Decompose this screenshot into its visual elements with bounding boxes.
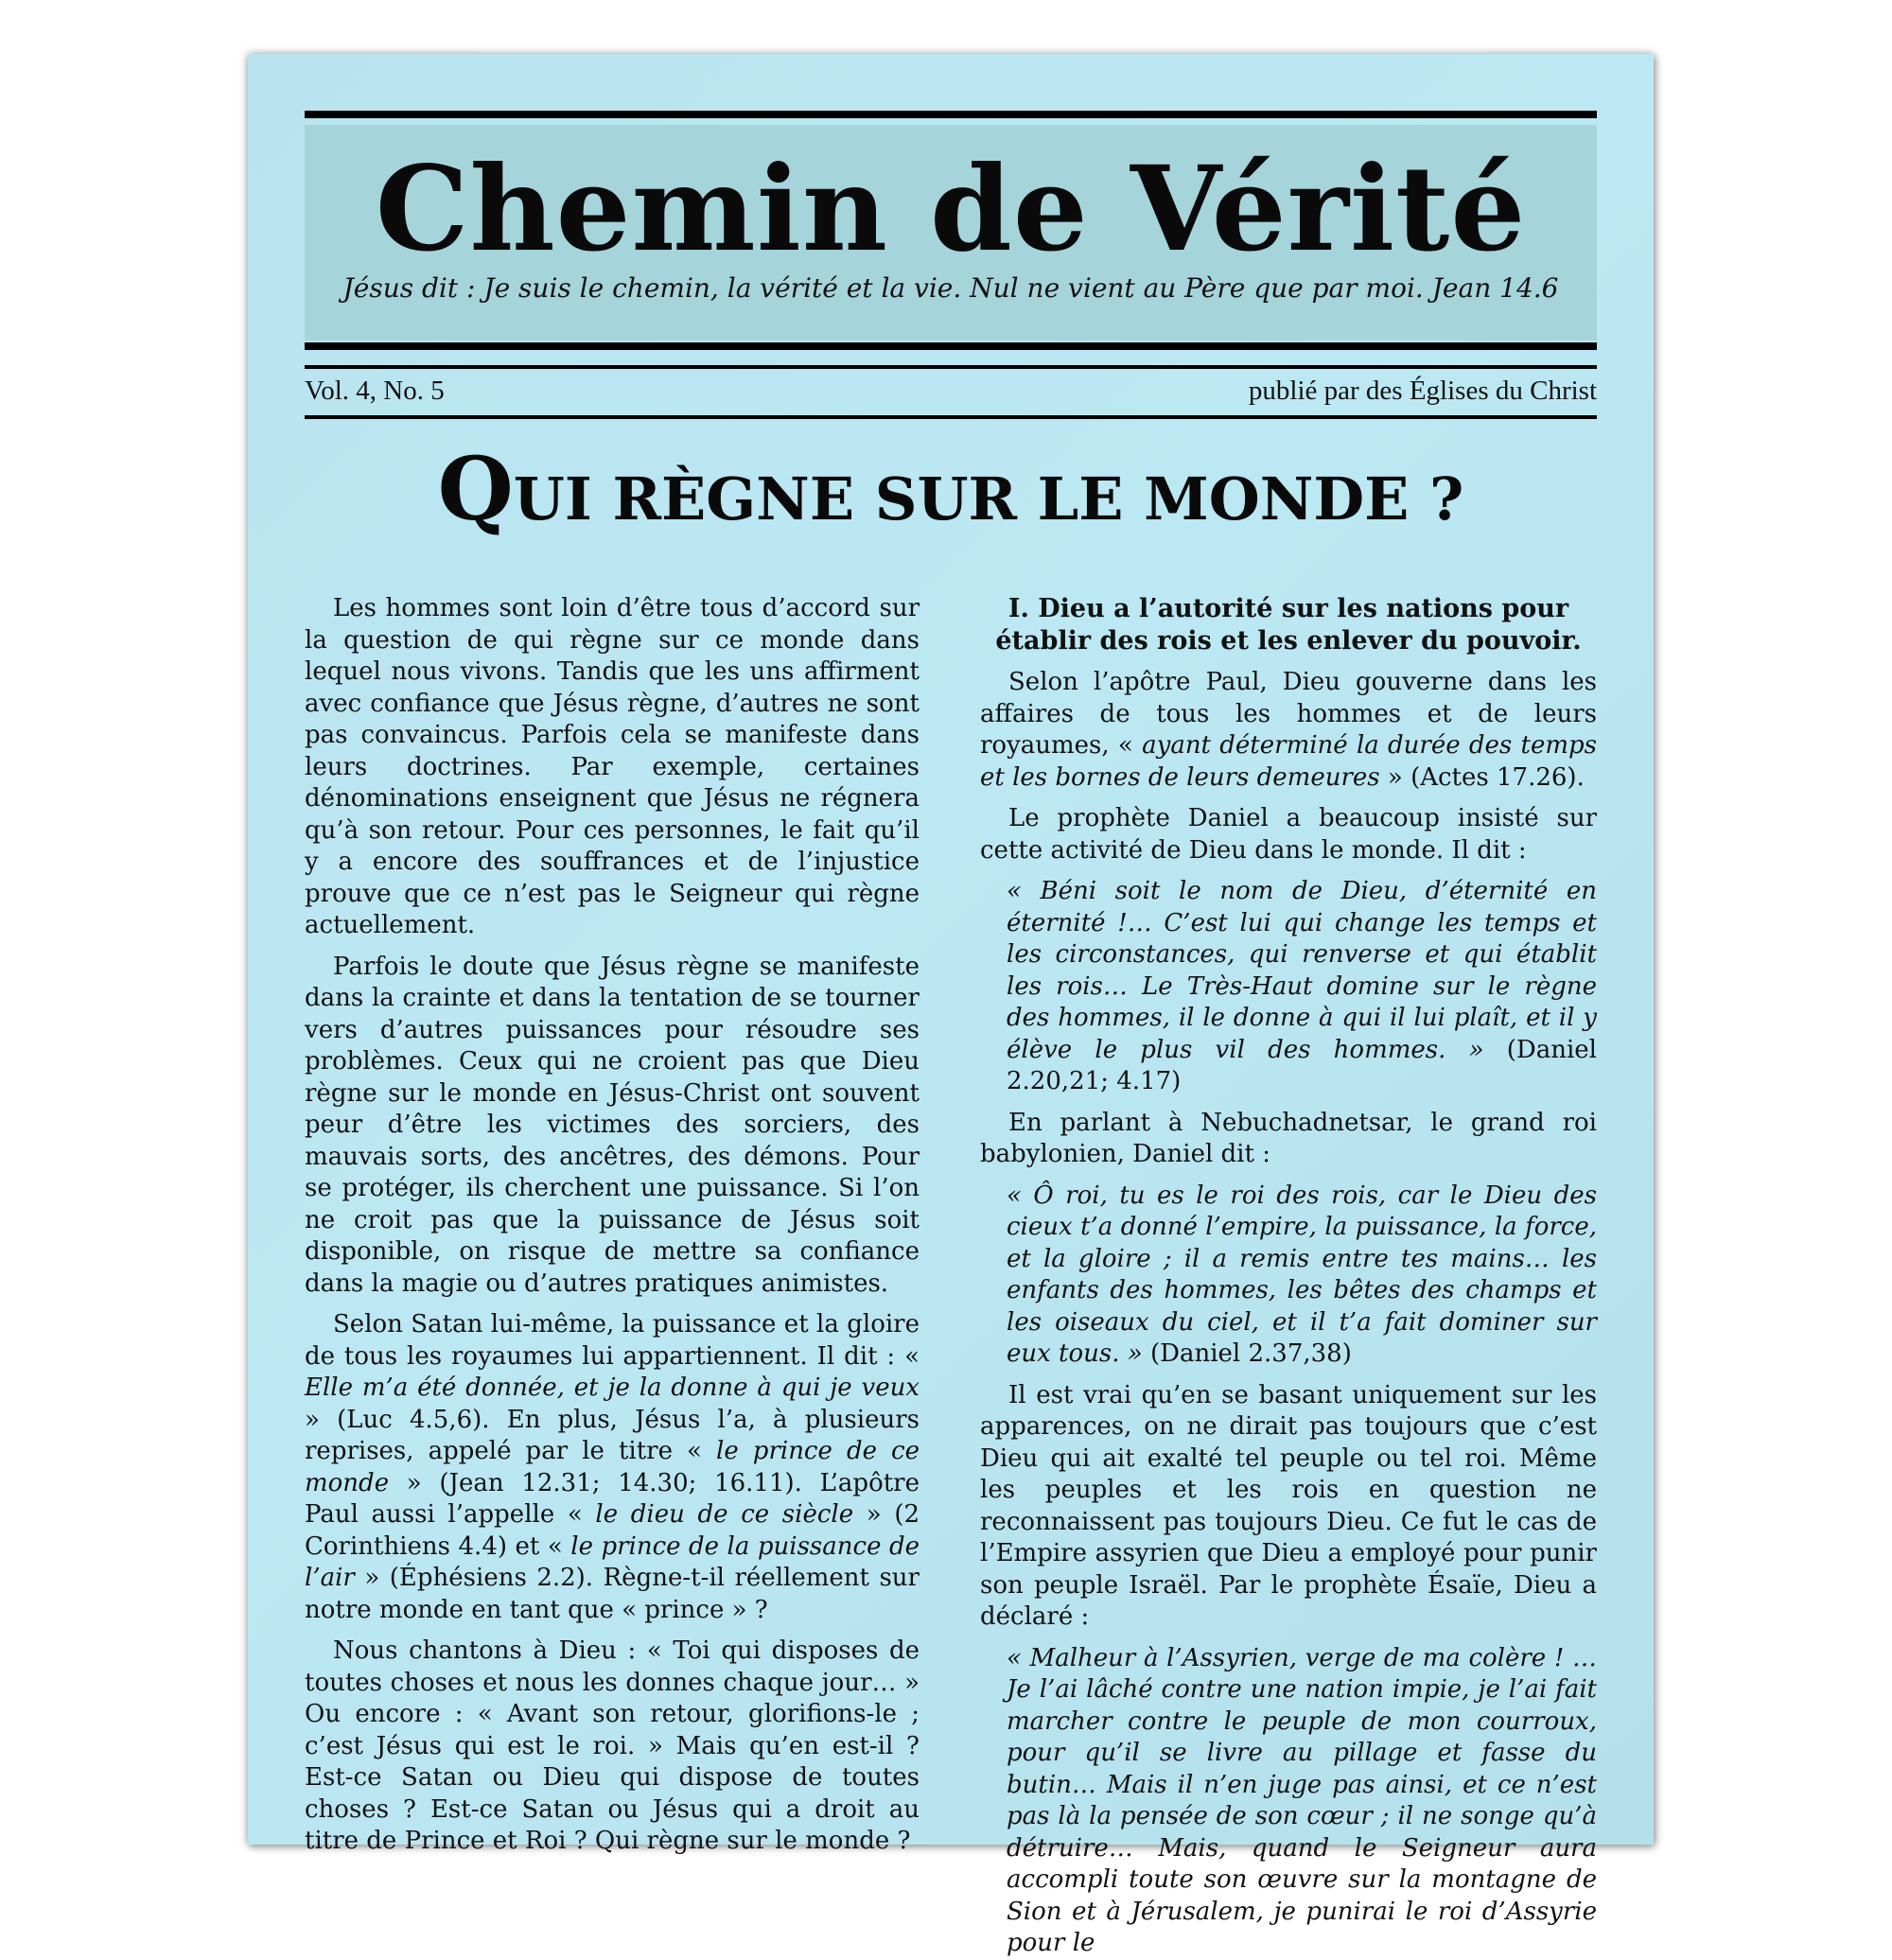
right-paragraph-3: En parlant à Nebuchadnetsar, le grand roi babylonien, Daniel dit :	[980, 1108, 1597, 1168]
section-title: I. Dieu a l’autorité sur les nations pour établir des rois et les enlever du pouvoir.	[995, 594, 1582, 656]
masthead-title: Chemin de Vérité	[375, 141, 1527, 278]
right-paragraph-2: Le prophète Daniel a beaucoup insisté sur cette activité de Dieu dans le monde. Il dit :	[980, 804, 1597, 865]
block-quote-daniel-1	[1007, 876, 1597, 1098]
text-run: Selon l’apôtre Paul, Dieu gouverne dans les affaires de tous les hommes et de leurs royaumes, «	[980, 668, 1597, 760]
text-run: » (Jean 12.31; 14.30; 16.11). L’apôtre Paul aussi l’appelle «	[305, 1468, 920, 1529]
left-paragraph-2: Parfois le doute que Jésus règne se manifeste dans la crainte et dans la tentation de se tourner vers d’autres puissances pour résoudre ses problèmes. Ceux qui ne croient pas que Dieu règne sur le monde en Jésus-Christ ont souvent peur d’être les victimes des sorciers, des mauvais sorts, des ancêtres, des démons. Pour se protéger, ils cherchent une puissance. Si l’on ne croit pas que la puissance de Jésus soit disponible, on risque de mettre sa confiance dans la magie ou d’autres pratiques animistes.	[305, 952, 920, 1298]
quote-text: « Béni soit le nom de Dieu, d’éternité en éternité !… C’est lui qui change les temps et les circonstances, qui renverse et qui établit les rois… Le Très-Haut domine sur le règne des hommes, il le donne à qui il lui plaît, et il y élève le plus vil des hommes. »	[1007, 877, 1597, 1064]
left-paragraph-1: Les hommes sont loin d’être tous d’accord sur la question de qui règne sur ce monde dans lequel nous vivons. Tandis que les uns affirment avec confiance que Jésus règne, d’autres ne sont pas convaincus. Parfois cela se manifeste dans leurs doctrines. Par exemple, certaines dénominations enseignent que Jésus ne régnera qu’à son retour. Pour ces personnes, le fait qu’il y a encore des souffrances et de l’injustice prouve que ce n’est pas le Seigneur qui règne actuellement.	[305, 594, 920, 939]
left-column	[305, 593, 920, 1855]
text-run: Selon Satan lui-même, la puissance et la gloire de tous les royaumes lui appartiennent. Il dit : «	[305, 1310, 920, 1371]
masthead-verse: Jésus dit : Je suis le chemin, la vérité et la vie. Nul ne vient au Père que par moi. Jean 14.6	[342, 272, 1559, 304]
right-column	[980, 593, 1598, 1957]
left-paragraph-4: Nous chantons à Dieu : « Toi qui disposes de toutes choses et nous les donnes chaque jour… » Ou encore : « Avant son retour, glorifions-le ; c’est Jésus qui est le roi. » Mais qu’en est-il ? Est-ce Satan ou Dieu qui dispose de toutes choses ? Est-ce Satan ou Jésus qui a droit au titre de Prince et Roi ? Qui règne sur le monde ?	[305, 1636, 920, 1855]
quote-text: « Ô roi, tu es le roi des rois, car le Dieu des cieux t’a donné l’empire, la puissance, la force, et la gloire ; il a remis entre tes mains… les enfants des hommes, les bêtes des champs et les oiseaux du ciel, et il t’a fait dominer sur eux tous. »	[1007, 1181, 1597, 1368]
scripture-quote: le dieu de ce siècle	[595, 1500, 854, 1529]
text-run: » (2 Corinthiens 4.4) et «	[305, 1500, 920, 1561]
headline-rest: UI RÈGNE SUR LE MONDE ?	[513, 464, 1464, 534]
quote-reference: (Daniel 2.37,38)	[1142, 1339, 1352, 1368]
newsletter-page	[248, 54, 1654, 1957]
headline-initial: Q	[437, 438, 514, 540]
issue-info-row	[305, 372, 1597, 410]
scripture-quote: le prince de la puissance de l’air	[305, 1531, 920, 1592]
text-run: » (Luc 4.5,6). En plus, Jésus l’a, à plusieurs reprises, appelé par le titre «	[305, 1405, 920, 1465]
scripture-quote: Elle m’a été donnée, et je la donne à qui je veux	[305, 1374, 920, 1402]
block-quote-daniel-2	[1007, 1181, 1597, 1371]
masthead-bottom-rule	[305, 342, 1597, 350]
left-paragraph-3	[305, 1309, 920, 1626]
text-run: » (Actes 17.26).	[1379, 762, 1585, 792]
right-paragraph-1	[980, 667, 1597, 794]
scripture-quote: le prince de ce monde	[305, 1437, 920, 1497]
right-paragraph-4: Il est vrai qu’en se basant uniquement sur les apparences, on ne dirait pas toujours que c’est Dieu qui ait exalté tel peuple ou tel roi. Même les peuples et les rois en question ne reconnaissent pas toujours Dieu. Ce fut le cas de l’Empire assyrien que Dieu a employé pour punir son peuple Israël. Par le prophète Ésaïe, Dieu a déclaré :	[980, 1380, 1597, 1631]
scripture-quote: ayant déterminé la durée des temps et les bornes de leurs demeures	[980, 731, 1598, 792]
publisher-line: publié par des Églises du Christ	[1248, 376, 1597, 406]
volume-number: Vol. 4, No. 5	[305, 376, 445, 406]
article-headline	[305, 437, 1597, 551]
text-run: » (Éphésiens 2.2). Règne-t-il réellement sur notre monde en tant que « prince » ?	[305, 1564, 920, 1624]
issue-bottom-rule	[305, 415, 1597, 419]
quote-reference: (Daniel 2.20,21; 4.17)	[1007, 1035, 1597, 1095]
issue-top-rule	[305, 365, 1597, 369]
masthead-top-rule	[305, 111, 1597, 118]
block-quote-esaie: « Malheur à l’Assyrien, verge de ma colère ! … Je l’ai lâché contre une nation impie, je l’ai fait marcher contre le peuple de mon courroux, pour qu’il se livre au pillage et fasse du butin… Mais il n’en juge pas ainsi, et ce n’est pas là la pensée de son cœur ; il ne songe qu’à détruire… Mais, quand le Seigneur aura accompli toute son œuvre sur la montagne de Sion et à Jérusalem, je punirai le roi d’Assyrie pour le	[1007, 1643, 1597, 1957]
